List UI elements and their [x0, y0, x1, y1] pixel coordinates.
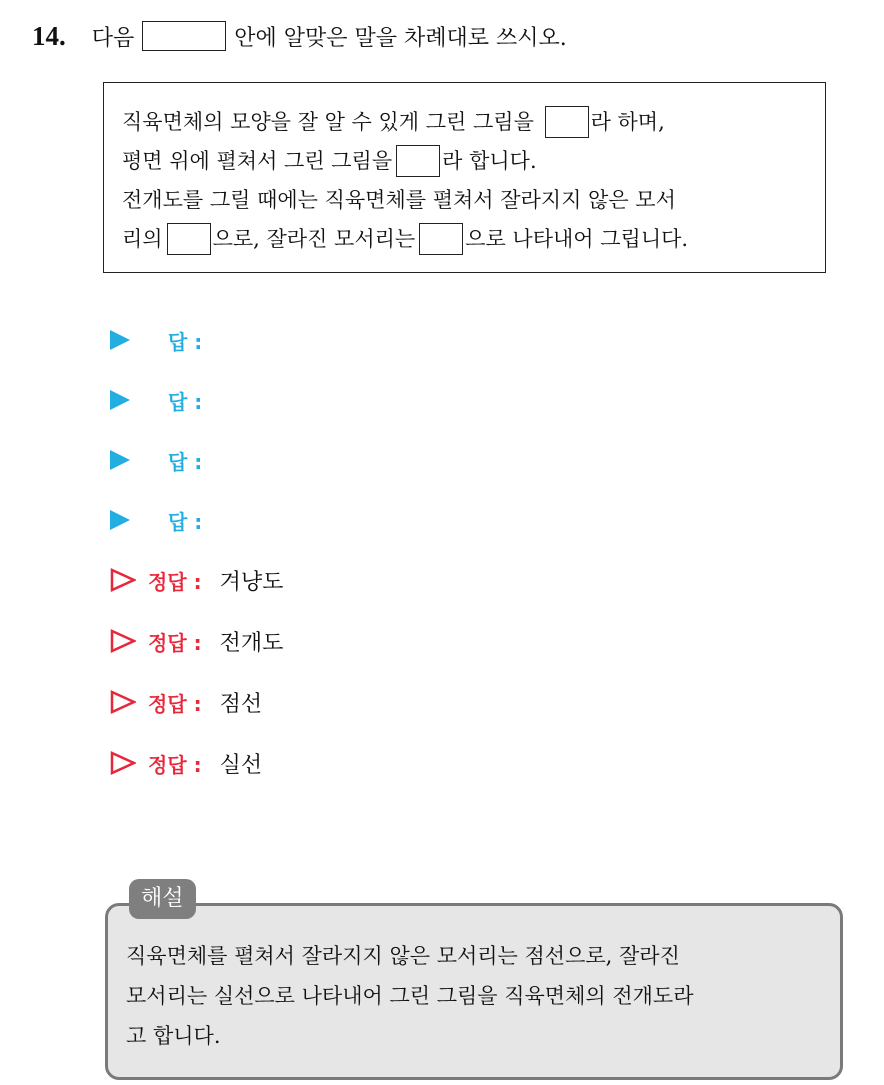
- passage-text: 전개도를 그릴 때에는 직육면체를 펼쳐서 잘라지지 않은 모서: [122, 188, 676, 212]
- blank-box-3: [167, 223, 211, 255]
- answer-section: [110, 322, 283, 806]
- passage-line-4: [122, 220, 815, 259]
- outline-triangle-icon: [110, 690, 136, 714]
- question-number: 14.: [32, 20, 66, 51]
- explanation-line-1: 직육면체를 펼쳐서 잘라지지 않은 모서리는 점선으로, 잘라진: [126, 944, 680, 968]
- passage-text: 리의: [122, 227, 163, 251]
- solution-row-1: [110, 562, 283, 598]
- answer-row-1[interactable]: [110, 322, 283, 358]
- prompt-text-after: 안에 알맞은 말을 차례대로 쓰시오.: [234, 25, 567, 51]
- play-triangle-icon: [110, 330, 130, 350]
- passage-text: 으로 나타내어 그립니다.: [465, 227, 689, 251]
- answer-row-3[interactable]: [110, 442, 283, 478]
- passage-text: 라 합니다.: [442, 149, 537, 173]
- play-triangle-icon: [110, 450, 130, 470]
- solution-row-2: [110, 623, 283, 659]
- passage-text: 라 하며,: [590, 110, 665, 134]
- passage-box: [103, 82, 826, 273]
- play-triangle-icon: [110, 390, 130, 410]
- answer-label: 답 :: [168, 389, 203, 414]
- passage-text: 직육면체의 모양을 잘 알 수 있게 그린 그림을: [122, 110, 534, 134]
- outline-triangle-icon: [110, 751, 136, 775]
- answer-row-4[interactable]: [110, 502, 283, 538]
- solution-value: 전개도: [219, 630, 284, 656]
- answer-label: 답 :: [168, 509, 203, 534]
- outline-triangle-icon: [110, 629, 136, 653]
- prompt-text-before: 다음: [91, 25, 135, 51]
- answer-label: 답 :: [168, 329, 203, 354]
- explanation-box: [105, 903, 843, 1080]
- blank-box-4: [419, 223, 463, 255]
- solution-label: 정답 :: [148, 569, 202, 594]
- passage-text: 평면 위에 펼쳐서 그린 그림을: [122, 149, 393, 173]
- passage-text: 으로, 잘라진 모서리는: [212, 227, 416, 251]
- play-triangle-icon: [110, 510, 130, 530]
- solution-value: 점선: [219, 691, 263, 717]
- answer-row-2[interactable]: [110, 382, 283, 418]
- solution-row-3: [110, 684, 283, 720]
- passage-line-3: [122, 181, 815, 220]
- question-prompt: [92, 21, 567, 52]
- question-header: [32, 18, 567, 54]
- blank-box-2: [396, 145, 440, 177]
- solution-row-4: [110, 745, 283, 781]
- solution-label: 정답 :: [148, 691, 202, 716]
- outline-triangle-icon: [110, 568, 136, 592]
- solution-label: 정답 :: [148, 752, 202, 777]
- prompt-blank-box: [142, 21, 226, 51]
- solution-value: 겨냥도: [219, 569, 284, 595]
- blank-box-1: [545, 106, 589, 138]
- explanation-line-3: 고 합니다.: [126, 1024, 221, 1048]
- explanation-line-2: 모서리는 실선으로 나타내어 그린 그림을 직육면체의 전개도라: [126, 984, 694, 1008]
- answer-label: 답 :: [168, 449, 203, 474]
- solution-value: 실선: [219, 752, 263, 778]
- passage-line-1: [122, 103, 815, 142]
- solution-label: 정답 :: [148, 630, 202, 655]
- passage-line-2: [122, 142, 815, 181]
- explanation-tag: 해설: [129, 879, 196, 919]
